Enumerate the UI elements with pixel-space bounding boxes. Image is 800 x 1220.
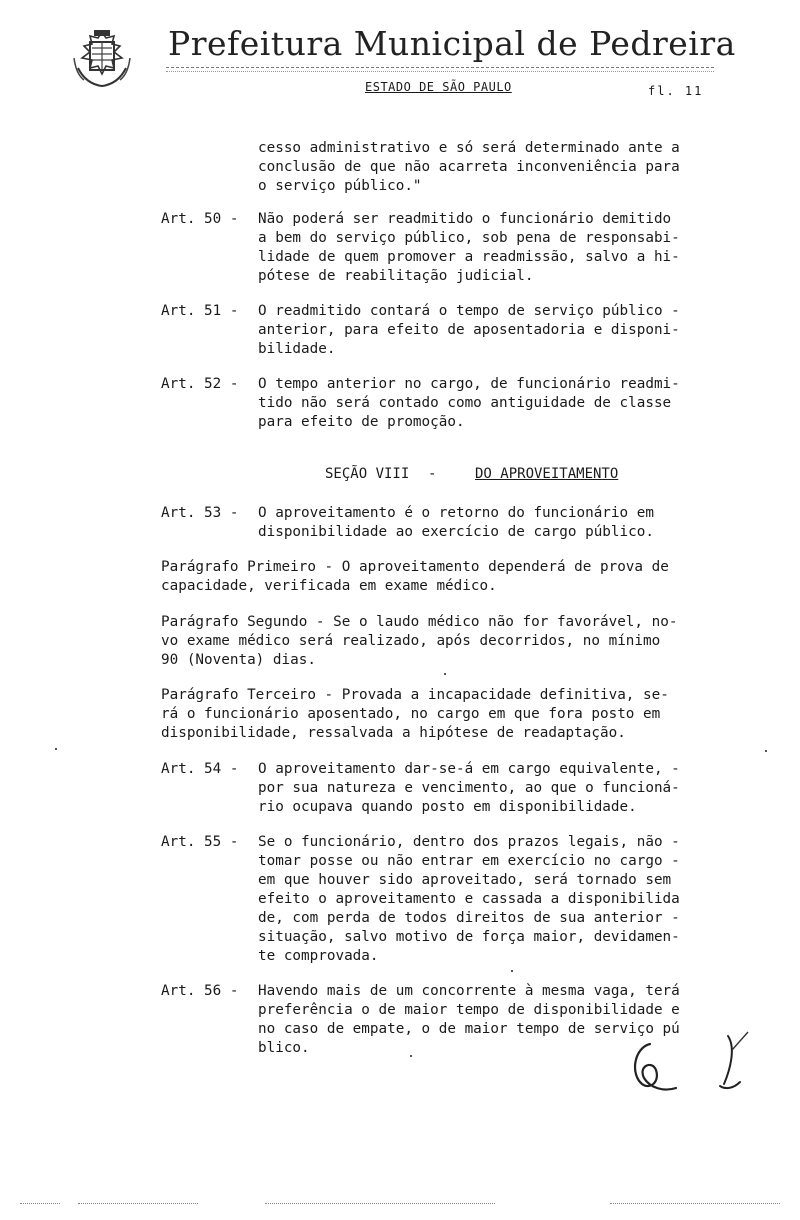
article-50-label: Art. 50 - — [161, 211, 239, 227]
article-line: tido não será contado como antiguidade de classe — [258, 395, 672, 411]
paragraph-line: 90 (Noventa) dias. — [161, 652, 316, 668]
scan-speck — [444, 673, 446, 675]
article-53-label: Art. 53 - — [161, 505, 239, 521]
article-line: situação, salvo motivo de força maior, devidamen- — [258, 929, 680, 945]
handwritten-initials — [620, 1030, 770, 1110]
municipal-seal-icon — [70, 28, 134, 90]
article-line: por sua natureza e vencimento, ao que o funcioná- — [258, 780, 680, 796]
article-line: Não poderá ser readmitido o funcionário demitido — [258, 211, 672, 227]
article-line: O tempo anterior no cargo, de funcionário readmi- — [258, 376, 680, 392]
paragraph-line: rá o funcionário aposentado, no cargo em que fora posto em — [161, 706, 661, 722]
section-title: DO APROVEITAMENTO — [475, 466, 619, 482]
scan-speck — [511, 970, 513, 972]
article-line: lidade de quem promover a readmissão, salvo a hi- — [258, 249, 680, 265]
article-54-text — [258, 760, 680, 817]
article-56-label: Art. 56 - — [161, 983, 239, 999]
intro-line: o serviço público." — [258, 178, 422, 194]
article-line: O aproveitamento é o retorno do funcionário em — [258, 505, 654, 521]
paragraph-third — [161, 686, 669, 743]
scan-mark — [610, 1203, 780, 1205]
letterhead-title: Prefeitura Municipal de Pedreira — [168, 24, 736, 63]
paragraph-second — [161, 613, 677, 670]
article-line: O aproveitamento dar-se-á em cargo equivalente, - — [258, 761, 680, 777]
article-line: te comprovada. — [258, 948, 379, 964]
article-line: de, com perda de todos direitos de sua anterior - — [258, 910, 680, 926]
article-line: bilidade. — [258, 341, 336, 357]
article-line: blico. — [258, 1040, 310, 1056]
article-line: preferência o de maior tempo de disponibilidade e — [258, 1002, 680, 1018]
letterhead-rule — [166, 67, 714, 72]
intro-paragraph — [258, 139, 680, 196]
paragraph-first — [161, 558, 669, 596]
paragraph-line: disponibilidade, ressalvada a hipótese de readaptação. — [161, 725, 626, 741]
article-51-label: Art. 51 - — [161, 303, 239, 319]
article-line: para efeito de promoção. — [258, 414, 465, 430]
scan-speck — [765, 750, 767, 752]
article-56-text — [258, 982, 680, 1058]
article-line: efeito o aproveitamento e cassada a disponibilida — [258, 891, 680, 907]
paragraph-line: Parágrafo Terceiro - Provada a incapacidade definitiva, se- — [161, 687, 669, 703]
article-line: O readmitido contará o tempo de serviço público - — [258, 303, 680, 319]
article-line: Se o funcionário, dentro dos prazos legais, não - — [258, 834, 680, 850]
paragraph-line: vo exame médico será realizado, após decorridos, no mínimo — [161, 633, 661, 649]
article-51-text — [258, 302, 680, 359]
section-number: SEÇÃO VIII — [325, 466, 410, 482]
article-line: em que houver sido aproveitado, será tornado sem — [258, 872, 672, 888]
article-line: no caso de empate, o de maior tempo de serviço pú — [258, 1021, 680, 1037]
article-line: tomar posse ou não entrar em exercício no cargo - — [258, 853, 680, 869]
intro-line: conclusão de que não acarreta inconveniência para — [258, 159, 680, 175]
article-52-text — [258, 375, 680, 432]
article-55-text — [258, 833, 680, 966]
article-line: a bem do serviço público, sob pena de responsabi- — [258, 230, 680, 246]
article-55-label: Art. 55 - — [161, 834, 239, 850]
scan-mark — [78, 1203, 198, 1205]
article-line: rio ocupava quando posto em disponibilidade. — [258, 799, 637, 815]
article-line: anterior, para efeito de aposentadoria e disponi- — [258, 322, 680, 338]
article-line: disponibilidade ao exercício de cargo público. — [258, 524, 654, 540]
scan-speck — [55, 748, 57, 750]
article-line: pótese de reabilitação judicial. — [258, 268, 534, 284]
scan-speck — [410, 1055, 412, 1057]
paragraph-line: Parágrafo Primeiro - O aproveitamento dependerá de prova de — [161, 559, 669, 575]
article-50-text — [258, 210, 680, 286]
scan-mark — [265, 1203, 495, 1205]
paragraph-line: capacidade, verificada em exame médico. — [161, 578, 497, 594]
letterhead-state: ESTADO DE SÃO PAULO — [365, 80, 512, 94]
article-53-text — [258, 504, 654, 542]
scan-mark — [20, 1203, 60, 1205]
sheet-number: fl. 11 — [648, 84, 704, 98]
article-line: Havendo mais de um concorrente à mesma vaga, terá — [258, 983, 680, 999]
section-dash: - — [428, 466, 437, 482]
article-52-label: Art. 52 - — [161, 376, 239, 392]
paragraph-line: Parágrafo Segundo - Se o laudo médico não for favorável, no- — [161, 614, 678, 630]
article-54-label: Art. 54 - — [161, 761, 239, 777]
intro-line: cesso administrativo e só será determinado ante a — [258, 140, 680, 156]
